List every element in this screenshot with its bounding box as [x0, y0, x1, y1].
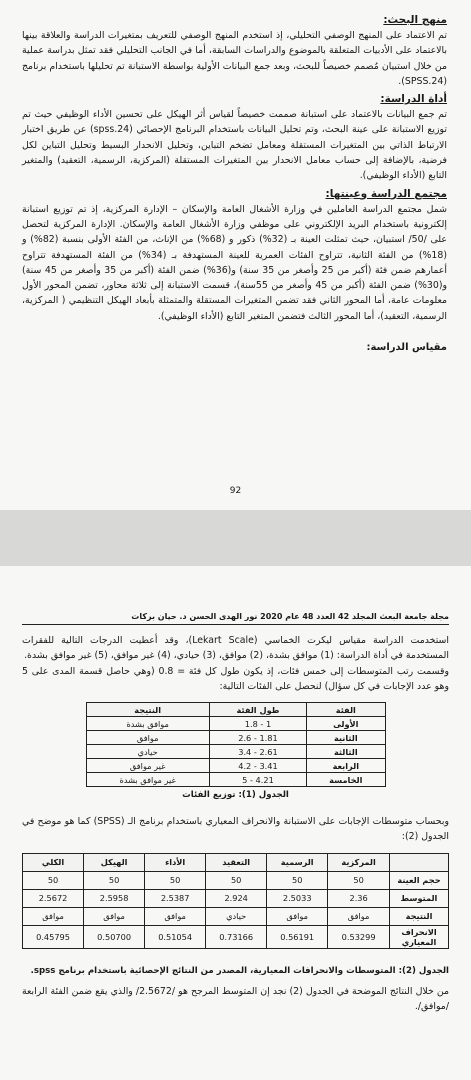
table-cell: موافق [145, 907, 206, 925]
page-92 [0, 0, 471, 510]
table-row [86, 773, 385, 787]
table2-intro-paragraph: وبحساب متوسطات الإجابات على الاستبانة والانحراف المعياري باستخدام برنامج الـ (SPSS) كما هو موضح في الجدول (2): [22, 816, 449, 843]
conclusion-paragraph: من خلال النتائج الموضحة في الجدول (2) نجد إن المتوسط المرجح هو /2.5672/ والذي يقع ضمن الفئة الرابعة /موافق/. [22, 985, 450, 1013]
table-header-cell: طول الفئة [209, 703, 306, 717]
table-cell: الثانية [307, 731, 385, 745]
table-cell: 1.81 - 2.6 [209, 731, 306, 745]
page-number: 92 [229, 486, 242, 496]
table-header-cell: الكلي [23, 853, 84, 871]
likert-intro-paragraph: استخدمت الدراسة مقياس ليكرت الخماسي (Lekart Scale)، وقد أعطيت الدرجات التالية للفقرات المستخدمة في أداة الدراسة: (1) موافق بشدة، (2) موافق، (3) حيادي، (4) غير موافق، (5) غير موافق بشدة. [22, 635, 449, 662]
table-cell: 0.45795 [23, 925, 84, 948]
table-cell: الرابعة [307, 759, 385, 773]
table-header-cell: الهيكل [84, 853, 145, 871]
table-cell: 2.5672 [23, 889, 84, 907]
row-header-cell: النتيجة [390, 907, 449, 925]
table-row [23, 871, 449, 889]
table2-caption-title: الجدول (2): المتوسطات والانحرافات المعيارية، المصدر من النتائج الإحصائية باستخدام برنامج spss. [30, 965, 449, 976]
table-cell: 50 [328, 871, 390, 889]
research-method-heading: منهج البحث: [383, 14, 447, 26]
table-row [23, 925, 449, 948]
categories-table [86, 702, 386, 787]
table-cell: 2.5958 [84, 889, 145, 907]
study-scale-heading: مقياس الدراسة: [366, 342, 447, 354]
table-cell: موافق [328, 907, 390, 925]
table-cell: حيادي [86, 745, 209, 759]
table-cell: غير موافق بشدة [86, 773, 209, 787]
row-header-cell: المتوسط [390, 889, 449, 907]
table-row [86, 745, 385, 759]
table-header-cell [390, 853, 449, 871]
table-cell: 0.56191 [267, 925, 328, 948]
table-cell: حيادي [206, 907, 267, 925]
table-cell: 2.5387 [145, 889, 206, 907]
table-header-row [86, 703, 385, 717]
table-cell: الأولى [307, 717, 385, 731]
table-header-cell: الأداء [145, 853, 206, 871]
table-cell: 2.5033 [267, 889, 328, 907]
table-cell: 50 [23, 871, 84, 889]
table-cell: 0.73166 [206, 925, 267, 948]
table-cell: غير موافق [86, 759, 209, 773]
table-cell: 50 [206, 871, 267, 889]
table2-caption [22, 965, 449, 978]
table-cell: موافق [23, 907, 84, 925]
table-cell: 50 [84, 871, 145, 889]
row-header-cell: حجم العينة [390, 871, 449, 889]
table-cell: الثالثة [307, 745, 385, 759]
study-tool-paragraph: تم جمع البيانات بالاعتماد على استبانة صممت خصيصاً لقياس أثر الهيكل على تحسين الأداء الوظيفي حيث تم توزيع الاستبانة على عينة البحث، وتم تحليل البيانات باستخدام البرنامج الإحصائي (spss.24) عن طريق اختبار الارتباط الذاتي بين المتغيرات المستقلة ومعامل تضخم التباين، وتحليل الانحدار البسيط وتحليل التباين لكل فرضية، بالإضافة إلى حساب معامل الانحدار بين المتغيرات المستقلة (المركزية، الرسمية، التعقيد) والمتغير التابع (الأداء الوظيفي). [22, 109, 447, 182]
page-gap [0, 510, 471, 566]
table-cell: موافق [86, 731, 209, 745]
table-cell: 2.61 - 3.4 [209, 745, 306, 759]
table-cell: 0.51054 [145, 925, 206, 948]
table-row [23, 889, 449, 907]
running-header: مجلة جامعة البعث المجلد 42 العدد 48 عام 2020 نور الهدى الحسن د. حيان بركات [22, 566, 449, 625]
table-cell: الخامسة [307, 773, 385, 787]
table-header-row [23, 853, 449, 871]
research-method-paragraph: تم الاعتماد على المنهج الوصفي التحليلي، إذ استخدم المنهج الوصفي للتعريف بمتغيرات الدراسة والعلاقة بينها بالاعتماد على الأدبيات المتعلقة بالموضوع والدراسات السابقة، أما في الجانب التحليلي فقد تمثل بدراسة عملية من خلال استبيان مُصمم خصيصاً للبحث، وبعد جمع البيانات الأولية بواسطة الاستبانة تم تحليلها باستخدام برنامج (SPSS.24). [22, 30, 447, 87]
table-cell: 0.50700 [84, 925, 145, 948]
study-tool-heading: أداة الدراسة: [380, 93, 447, 106]
table-row [86, 731, 385, 745]
table-cell: 0.53299 [328, 925, 390, 948]
table-cell: 50 [267, 871, 328, 889]
table-cell: 1 - 1.8 [209, 717, 306, 731]
table-cell: موافق بشدة [86, 717, 209, 731]
table-cell: 3.41 - 4.2 [209, 759, 306, 773]
table1-caption: الجدول (1): توزيع الفئات [182, 790, 289, 801]
table-row [86, 759, 385, 773]
table-header-cell: المركزية [328, 853, 390, 871]
table-cell: موافق [84, 907, 145, 925]
table-cell: 4.21 - 5 [209, 773, 306, 787]
category-calc-paragraph: وقسمت رتب المتوسطات إلى خمس فئات، إذ يكون طول كل فئة = 0.8 (وهي حاصل قسمة المدى على 5 وهو عدد الإجابات في كل سؤال) لنحصل على الفئات التالية: [22, 665, 449, 692]
table-header-cell: الرسمية [267, 853, 328, 871]
table-cell: موافق [267, 907, 328, 925]
page-93 [0, 566, 471, 1080]
table-cell: 2.924 [206, 889, 267, 907]
table-header-cell: الفئة [307, 703, 385, 717]
table-cell: 50 [145, 871, 206, 889]
table-row [86, 717, 385, 731]
population-sample-heading: مجتمع الدراسة وعينتها: [325, 187, 447, 200]
population-sample-paragraph: شمل مجتمع الدراسة العاملين في وزارة الأشغال العامة والإسكان – الإدارة المركزية، إذ تم توزيع استبانة إلكترونية باستخدام البريد الإلكتروني على موظفي وزارة الأشغال العامة والإسكان. الإدارة المركزية لتحصل على /50/ استبيان، حيث تمثلت العينة بـ (32%) ذكور و (68%) من الإناث، من الفئة الأولى بنسبة (82%) و (18%) من الفئة الثانية، تتراوح الفئات العمرية للعينة المستهدفة بـ (34%) من الفئة المستهدفة تتراوح أعمارهم ضمن فئة (أكبر من 25 وأصغر من 35 سنة) و(36%) ضمن الفئة (أكبر من 35 وأصغر من 45 سنة) و(30%) ضمن الفئة (أكبر من 45 وأصغر من 55سنة)، قسمت الاستبانة إلى ثلاثة محاور، تضمن المحور الأول معلومات عامة، أما المحور الثاني فقد تضمن المتغيرات المستقلة والمتمثلة بأبعاد الهيكل التنظيمي ( المركزية، الرسمية، التعقيد)، أما المحور الثالث فتضمن المتغير التابع (الأداء الوظيفي). [22, 203, 447, 322]
table-cell: 2.36 [328, 889, 390, 907]
table-row [23, 907, 449, 925]
means-table [22, 853, 449, 949]
row-header-cell: الانحراف المعياري [390, 925, 449, 948]
table-header-cell: التعقيد [206, 853, 267, 871]
table-header-cell: النتيجة [86, 703, 209, 717]
